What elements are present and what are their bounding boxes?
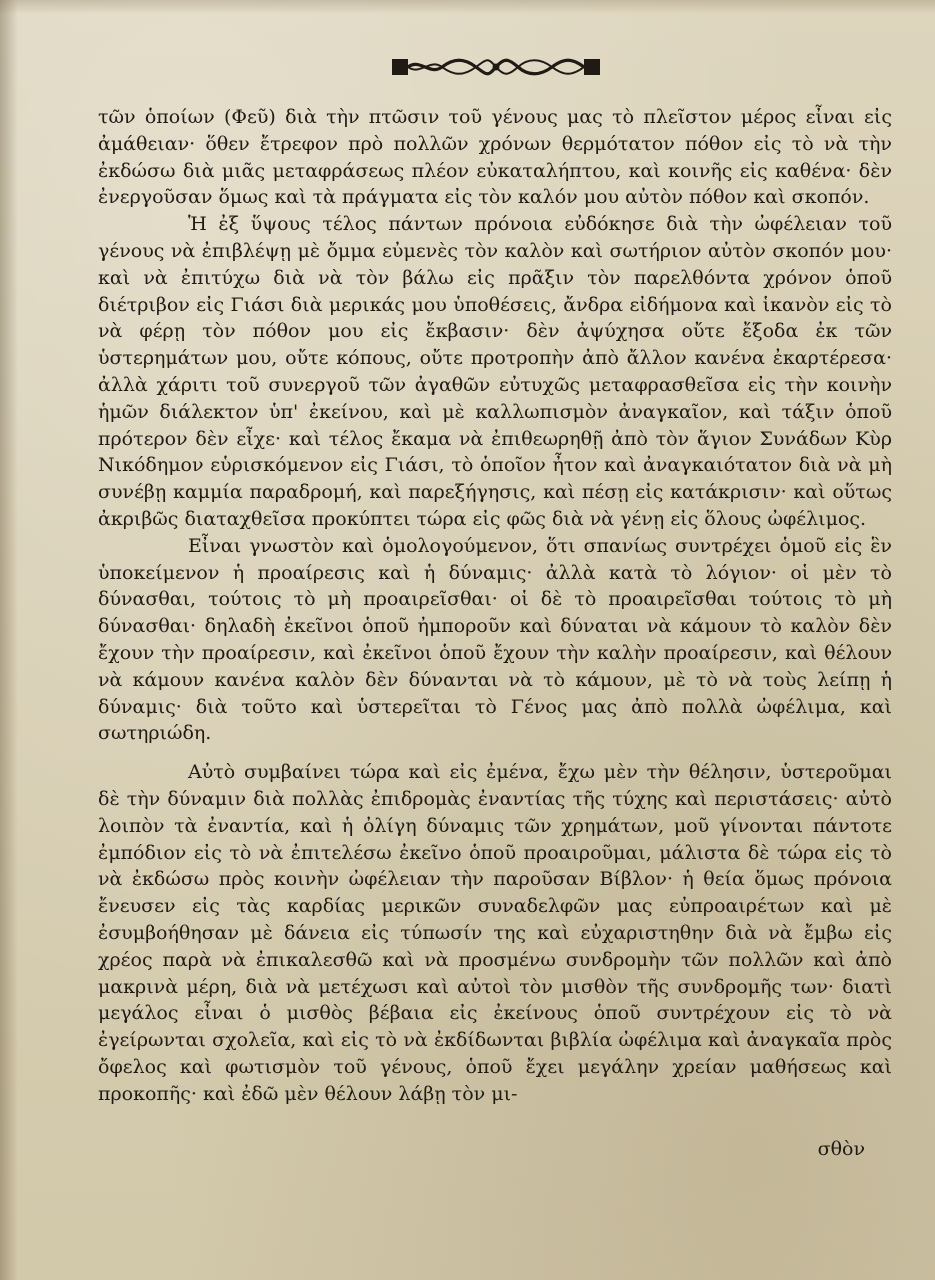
body-text <box>98 104 892 1107</box>
paragraph-4: Αὐτὸ συμβαίνει τώρα καὶ εἰς ἐμένα, ἔχω μὲν τὴν θέλησιν, ὑστεροῦμαι δὲ τὴν δύναμιν διὰ πολλὰς ἐπιδρομὰς ἐναντίας τῆς τύχης καὶ περιστάσεις· αὐτὸ λοιπὸν τὰ ἐναντία, καὶ ἡ ὀλίγη δύναμις τῶν χρημάτων, μοῦ γίνονται πάντοτε ἐμπόδιον εἰς τὸ νὰ ἐπιτελέσω ἐκεῖνο ὁποῦ προαιροῦμαι, μάλιστα δὲ τώρα εἰς τὸ νὰ ἐκδώσω πρὸς κοινὴν ὠφέλειαν τὴν παροῦσαν Βίβλον· ἡ θεία ὅμως πρόνοια ἔνευσεν εἰς τὰς καρδίας μερικῶν συναδελφῶν μας εὐπροαιρέτων καὶ μὲ ἐσυμβοήθησαν μὲ δάνεια εἰς τύπωσίν της καὶ εὐχαριστηθην διὰ νὰ ἔμβω εἰς χρέος παρὰ νὰ ἐπικαλεσθῶ καὶ νὰ προσμένω συνδρομὴν τῶν πολλῶν καὶ ἀπὸ μακρινὰ μέρη, διὰ νὰ μετέχωσι καὶ αὐτοὶ τὸν μισθὸν τῆς συνδρομῆς των· διατὶ μεγάλος εἶναι ὁ μισθὸς βέβαια εἰς ἐκείνους ὁποῦ συντρέχουν εἰς τὸ νὰ ἐγείρωνται σχολεῖα, καὶ εἰς τὸ νὰ ἐκδίδωνται βιβλία ὠφέλιμα καὶ ἀναγκαῖα πρὸς ὄφελος καὶ φωτισμὸν τοῦ γένους, ὁποῦ ἔχει μεγάλην χρείαν μαθήσεως καὶ προκοπῆς· καὶ ἐδῶ μὲν θέλουν λάβῃ τὸν μι- <box>98 761 892 1105</box>
catchword: σθὸν <box>817 1138 865 1160</box>
page-top-shadow <box>0 0 935 14</box>
page-binding-shadow <box>0 0 18 1280</box>
paragraph-2: Ἡ ἐξ ὕψους τέλος πάντων πρόνοια εὐδόκησε διὰ τὴν ὠφέλειαν τοῦ γένους νὰ ἐπιβλέψῃ μὲ ὄμμα εὐμενὲς τὸν καλὸν καὶ σωτήριον αὐτὸν σκοπόν μου· καὶ νὰ ἐπιτύχω διὰ νὰ τὸν βάλω εἰς πρᾶξιν τὸν παρελθόντα χρόνον ὁποῦ διέτριβον εἰς Γιάσι διὰ μερικάς μου ὑποθέσεις, ἄνδρα εἰδήμονα καὶ ἱκανὸν εἰς τὸ νὰ φέρῃ τὸν πόθον μου εἰς ἔκβασιν· δὲν ἀψύχησα οὔτε ἔξοδα ἐκ τῶν ὑστερημάτων μου, οὔτε κόπους, οὔτε προτροπὴν ἀπὸ ἄλλον κανένα ἐκαρτέρεσα· ἀλλὰ χάριτι τοῦ συνεργοῦ τῶν ἀγαθῶν εὐτυχῶς μεταφρασθεῖσα εἰς τὴν κοινὴν ἡμῶν διάλεκτον ὑπ' ἐκείνου, καὶ μὲ καλλωπισμὸν ἀναγκαῖον, καὶ τάξιν ὁποῦ πρότερον δὲν εἶχε· καὶ τέλος ἔκαμα νὰ ἐπιθεωρηθῇ ἀπὸ τὸν ἅγιον Συνάδων Κὺρ Νικόδημον εὑρισκόμενον εἰς Γιάσι, τὸ ὁποῖον ἦτον καὶ ἀναγκαιότατον διὰ νὰ μὴ συνέβῃ καμμία παραδρομή, καὶ παρεξήγησις, καὶ πέσῃ εἰς κατάκρισιν· καὶ οὕτως ἀκριβῶς διαταχθεῖσα προκύπτει τώρα εἰς φῶς διὰ νὰ γένῃ εἰς ὅλους ὠφέλιμος. <box>98 213 892 530</box>
paragraph-1: τῶν ὁποίων (Φεῦ) διὰ τὴν πτῶσιν τοῦ γένους μας τὸ πλεῖστον μέρος εἶναι εἰς ἀμάθειαν· ὅθεν ἔτρεφον πρὸ πολλῶν χρόνων θερμότατον πόθον εἰς τὸ νὰ τὴν ἐκδώσω διὰ μιᾶς μεταφράσεως πλέον εὐκαταλήπτου, καὶ κοινῆς εἰς καθένα· δὲν ἐνεργοῦσαν ὅμως καὶ τὰ πράγματα εἰς τὸν καλόν μου αὐτὸν πόθον καὶ σκοπόν. <box>98 106 892 209</box>
paragraph-3: Εἶναι γνωστὸν καὶ ὁμολογούμενον, ὅτι σπανίως συντρέχει ὁμοῦ εἰς ἓν ὑποκείμενον ἡ προαίρεσις καὶ ἡ δύναμις· ἀλλὰ κατὰ τὸ λόγιον· οἱ μὲν τὸ δύνασθαι, τούτοις τὸ μὴ προαιρεῖσθαι· οἱ δὲ τὸ προαιρεῖσθαι τούτοις τὸ μὴ δύνασθαι· δηλαδὴ ἐκεῖνοι ὁποῦ ἠμποροῦν καὶ δύναται νὰ κάμουν τὸ καλὸν δὲν ἔχουν τὴν προαίρεσιν, καὶ ἐκεῖνοι ὁποῦ ἔχουν τὴν καλὴν προαίρεσιν, καὶ θέλουν νὰ κάμουν κανένα καλὸν δὲν δύνανται νὰ τὸ κάμουν, μὲ τὸ νὰ τοὺς λείπῃ ἡ δύναμις· διὰ τοῦτο καὶ ὑστερεῖται τὸ Γένος μας ἀπὸ πολλὰ ὠφέλιμα, καὶ σωτηριώδη. <box>98 534 892 745</box>
headpiece-ornament <box>390 56 602 78</box>
